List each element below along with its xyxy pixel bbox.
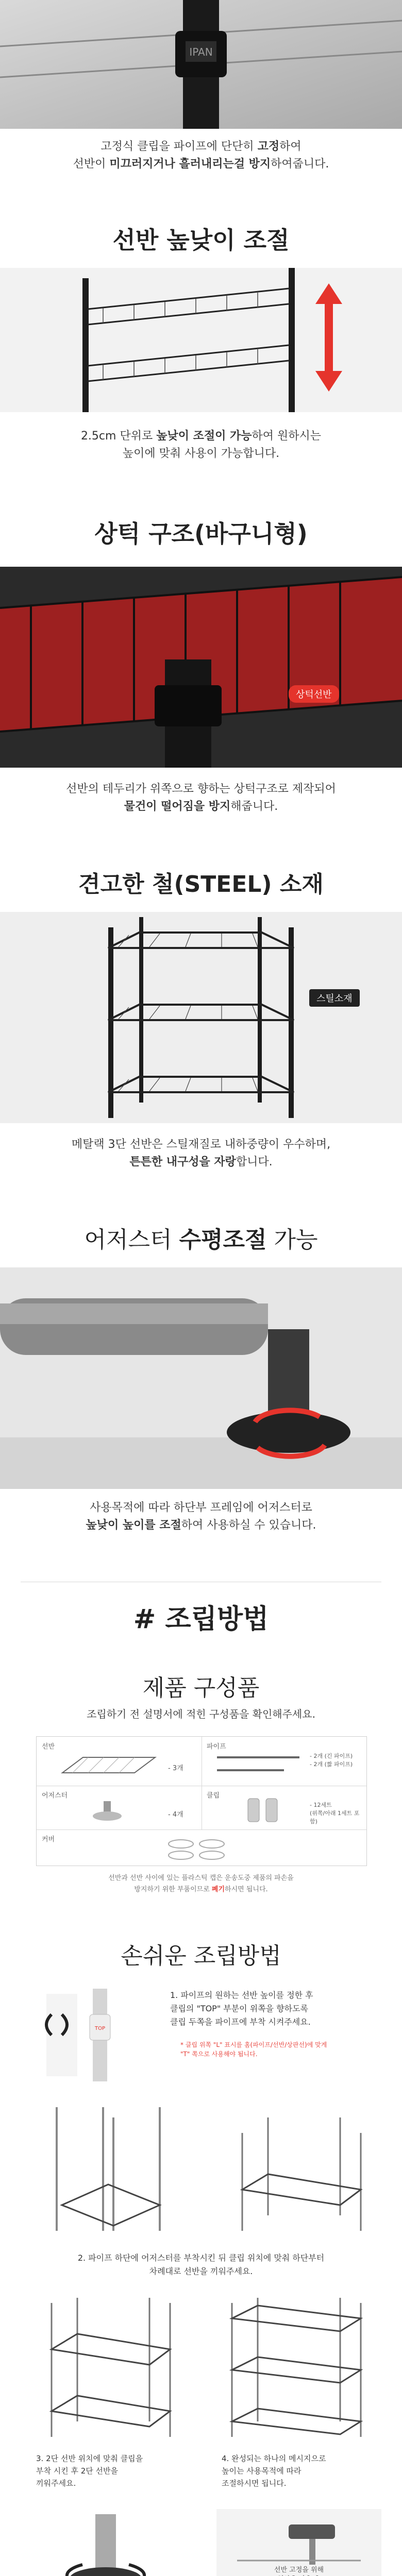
step2-illustration: [21, 2102, 381, 2241]
steel-title: 견고한 철(STEEL) 소재: [78, 871, 324, 897]
top-structure-photo: [0, 567, 402, 768]
component-label-adjuster: 어저스터: [42, 1792, 68, 1800]
top-structure-title: 상턱 구조(바구니형): [94, 520, 308, 548]
shelf-height-title: 선반 높낮이 조절: [112, 226, 290, 254]
pipe-clip-photo: [0, 0, 402, 129]
step1-clip-illustration: [36, 1984, 144, 2087]
steel-caption: 메탈랙 3단 선반은 스틸재질로 내하중량이 우수하며, 튼튼한 내구성을 자랑합니다.: [71, 1138, 331, 1168]
adjuster-photo: [0, 1267, 402, 1489]
pipe-sub-notes: - 2개 (긴 파이프) - 2개 (짧 파이프): [310, 1753, 353, 1768]
adjuster-caption: 사용목적에 따라 하단부 프레임에 어저스터로 높낮이 높이를 조절하여 사용하실 수 있습니다.: [86, 1501, 316, 1532]
cover-caps-icon: [150, 1835, 253, 1863]
component-label-pipe: 파이프: [207, 1743, 226, 1751]
adjuster-title: 어저스터 수평조절 가능: [84, 1227, 318, 1253]
component-label-cover: 커버: [42, 1836, 55, 1843]
assembly-banner: [0, 1577, 402, 1649]
clip-icon: [243, 1796, 299, 1827]
hammer-icon: [216, 2509, 381, 2566]
components-footnote: 선반과 선반 사이에 있는 플라스틱 캡은 운송도중 제품의 파손을 방지하기 위한 부품이므로 폐기하시면 됩니다.: [108, 1874, 294, 1893]
step3-step4-illustration: [21, 2298, 381, 2442]
step2-text: 2. 파이프 하단에 어저스터를 부착시킨 뒤 클립 위치에 맞춰 하단부터 차례대로 선반을 끼워주세요.: [77, 2253, 325, 2276]
adjuster-icon: [78, 1799, 140, 1824]
steel-photo: [0, 912, 402, 1123]
step3-text: 3. 2단 선반 위치에 맞춰 클립을 부착 시킨 후 2단 선반을 끼워주세요.: [36, 2454, 143, 2488]
component-label-clip: 클립: [207, 1792, 220, 1800]
clip-caption: 고정식 클립을 파이프에 단단히 고정하여 선반이 미끄러지거나 흘러내리는걸 방지하여줍니다.: [73, 140, 329, 171]
svg-text:TOP: TOP: [94, 2026, 106, 2031]
svg-text:IPAN: IPAN: [189, 46, 213, 58]
components-subtitle: 조립하기 전 설명서에 적힌 구성품을 확인해주세요.: [87, 1708, 315, 1720]
shelf-height-caption: 2.5cm 단위로 높낮이 조절이 가능하여 원하시는 높이에 맞춰 사용이 가능합니다.: [80, 430, 322, 460]
component-label-shelf: 선반: [42, 1743, 55, 1751]
component-note-adjuster: - 4개: [168, 1811, 183, 1819]
top-structure-caption: 선반의 테두리가 위쪽으로 향하는 상턱구조로 제작되어 물건이 떨어짐을 방지해줍니다.: [66, 783, 336, 813]
assembly-banner-title: # 조립방법: [133, 1604, 269, 1635]
shelf-height-photo: [0, 268, 402, 412]
step1-text: 1. 파이프의 원하는 선반 높이를 정한 후 클립의 "TOP" 부분이 위쪽을 향하도록 클립 두쪽을 파이프에 부착 시켜주세요.: [170, 1990, 313, 2027]
shelf-icon: [57, 1750, 160, 1781]
clip-notes: - 12세트 (위쪽/아래 1세트 포함): [310, 1802, 360, 1825]
steel-tag: 스틸소재: [309, 989, 360, 1007]
top-structure-tag: 상턱선반: [289, 685, 339, 703]
step4-text: 4. 완성되는 하나의 메시지으로 높이는 사용목적에 따라 조절하시면 됩니다.: [222, 2454, 326, 2488]
pipe-icon: [212, 1750, 305, 1781]
adjuster-rotate-illustration: [31, 2509, 180, 2576]
hammer-tip-box: 선반 고정을 위해: [216, 2509, 381, 2576]
components-table: [36, 1736, 367, 1866]
components-title: 제품 구성품: [142, 1675, 260, 1701]
steps-title: 손쉬운 조립방법: [121, 1943, 281, 1969]
step1-note: * 클립 위쪽 "L" 표시를 홈(파이프/선반/상판선)에 맞게 "T" 쪽으로 사용해야 됩니다.: [180, 2041, 327, 2058]
component-note-shelf: - 3개: [168, 1765, 183, 1772]
